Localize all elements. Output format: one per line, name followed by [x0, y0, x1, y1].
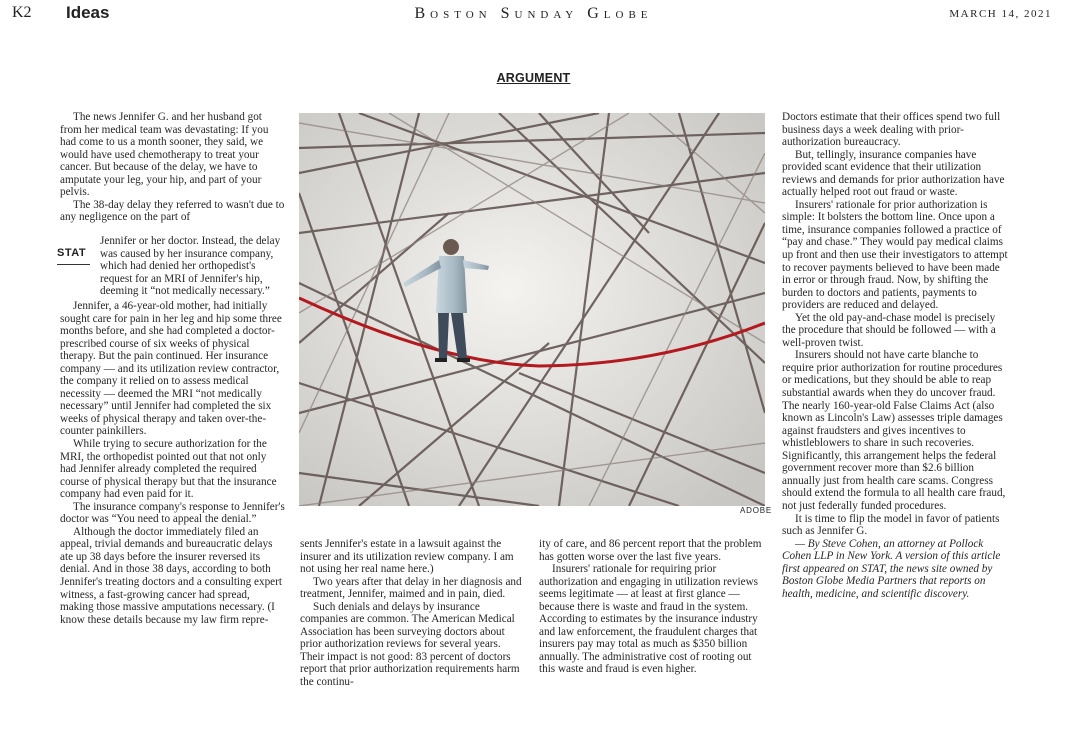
- paragraph: Insurers should not have carte blanche to require prior authorization for routine procedures or medications, but they should be able to reap substantial awards when they do uncover fraud. The nearly 160-year-old False Claims Act (also known as Lincoln's Law) assesses triple damages against fraudsters and gives incentives to whistleblowers to share in such recoveries. Significantly, this arrangement helps the federal government recover more than $2.6 billion annually just from health care scams. Congress should extend the formula to all health care fraud, not just federally funded procedures.: [782, 349, 1006, 512]
- paragraph: Although the doctor immediately filed an appeal, trivial demands and bureaucratic delays ate up 38 days before the insurer reversed its denial. And in those 38 days, according to both Jennifer's treating doctors and a consulting expert witness, a fast-growing cancer had spread, making those massive amputations necessary. (I know these details because my law firm repre-: [60, 525, 282, 626]
- paragraph: Such denials and delays by insurance companies are common. The American Medical Association has been surveying doctors about prior authorization reviews for several years. Their impact is not good: 83 percent of doctors report that prior authorization requirements harm the continu-: [300, 600, 520, 689]
- section-name: Ideas: [66, 3, 110, 22]
- tightrope-doctor-illustration: [299, 113, 765, 506]
- article-kicker: ARGUMENT: [496, 71, 571, 85]
- stat-logo-underline: [57, 264, 90, 265]
- issue-date: MARCH 14, 2021: [949, 8, 1052, 20]
- page-number: K2: [12, 4, 32, 21]
- author-signature: — By Steve Cohen, an attorney at Pollock Cohen LLP in New York. A version of this article first appeared on STAT, the news site owned by Boston Globe Media Partners that reports on health, medicine, and scientific discovery.: [782, 537, 1001, 600]
- paragraph: The news Jennifer G. and her husband got from her medical team was devastating: If you had come to us a month sooner, they said, we would have used chemotherapy to treat your cancer. But because of the delay, we have to amputate your leg, your hip, and part of your pelvis.: [60, 111, 269, 199]
- paragraph: It is time to flip the model in favor of patients such as Jennifer G.: [782, 512, 1000, 538]
- paragraph: While trying to secure authorization for the MRI, the orthopedist pointed out that not only had Jennifer already completed the required course of physical therapy but that the insurance company had even paid for it.: [60, 438, 277, 501]
- paragraph: Two years after that delay in her diagnosis and treatment, Jennifer, maimed and in pain, died.: [300, 575, 522, 601]
- article-column-4: [782, 111, 1008, 600]
- paragraph: The 38-day delay they referred to wasn't due to any negligence on the part of: [60, 198, 285, 224]
- paragraph: But, tellingly, insurance companies have provided scant evidence that their utilization reviews and demands for prior authorization have actually helped root out fraud or waste.: [782, 148, 1005, 199]
- paragraph: Doctors estimate that their offices spend two full business days a week dealing with prior-authorization bureaucracy.: [782, 111, 1001, 149]
- paragraph: Insurers' rationale for prior authorization is simple: It bolsters the bottom line. Once upon a time, insurance companies followed a practice of “pay and chase.” They would pay medical claims up front and then use their investigators to attempt to recover payments believed to have been made in error or through fraud. Now, by shifting the burden to doctors and patients, payments to providers are reduced and delayed.: [782, 198, 1008, 312]
- article-column-1-wrap: [100, 235, 286, 298]
- article-column-3: [539, 538, 765, 676]
- page-header: [0, 0, 1067, 30]
- article-column-2: [300, 538, 525, 689]
- paragraph: Jennifer or her doctor. Instead, the delay was caused by her insurance company, which had denied her orthopedist's request for an MRI of Jennifer's hip, deeming it “not medically necessary.”: [100, 235, 281, 298]
- article-column-1-bottom: [60, 300, 285, 626]
- paragraph: ity of care, and 86 percent report that the problem has gotten worse over the last five years.: [539, 538, 762, 563]
- paragraph: Yet the old pay-and-chase model is precisely the procedure that should be followed — with a well-proven twist.: [782, 311, 996, 349]
- masthead: Boston Sunday Globe: [414, 5, 653, 22]
- paragraph: Insurers' rationale for requiring prior authorization and engaging in utilization reviews seems legitimate — at least at first glance — because there is waste and fraud in the system. According to estimates by the insurance industry and law enforcement, the fraudulent charges that insurers pay may total as much as $350 billion annually. The administrative cost of rooting out this waste and fraud is even higher.: [539, 563, 759, 676]
- image-credit: ADOBE: [740, 506, 773, 515]
- paragraph: The insurance company's response to Jennifer's doctor was “You need to appeal the denial.”: [60, 500, 285, 526]
- paragraph: sents Jennifer's estate in a lawsuit against the insurer and its utilization review company. I am not using her real name here.): [300, 538, 514, 576]
- stat-logo: STAT: [57, 247, 87, 259]
- article-column-1-top: [60, 111, 285, 224]
- paragraph: Jennifer, a 46-year-old mother, had initially sought care for pain in her leg and hip some three months before, and she had completed a doctor-prescribed course of six weeks of physical therapy. But the pain continued. Her insurance company — and its utilization review contractor, the company it relied on to assess medical necessity — deemed the MRI “not medically necessary” until Jennifer had completed the six weeks of physical therapy and taken over-the-counter painkillers.: [60, 300, 282, 438]
